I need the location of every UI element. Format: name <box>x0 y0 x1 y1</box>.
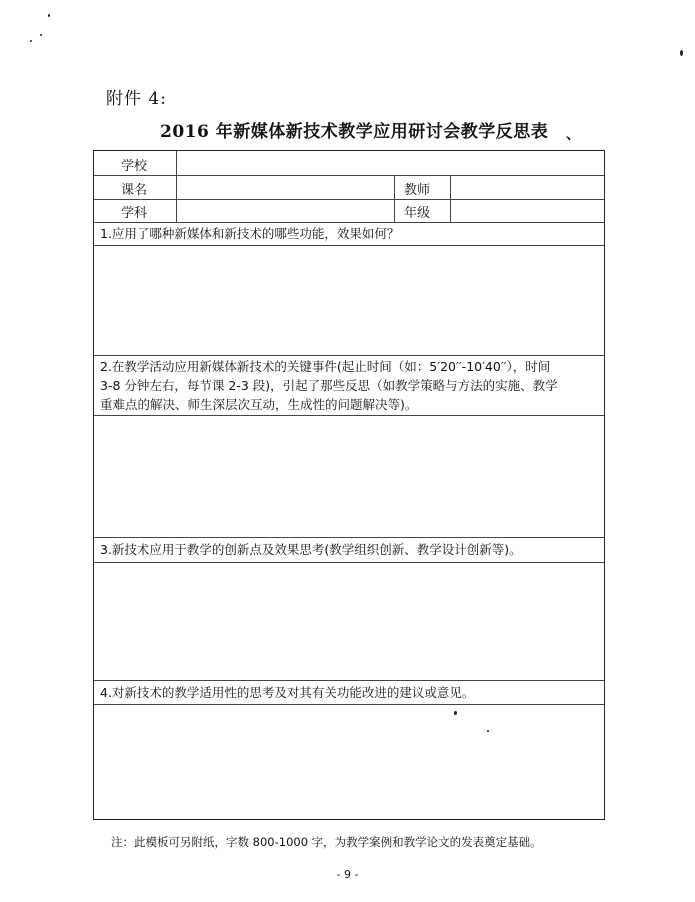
answer-1-area[interactable] <box>96 247 602 353</box>
question-4: 4.对新技术的教学适用性的思考及对其有关功能改进的建议或意见。 <box>100 685 475 700</box>
row-divider <box>94 222 604 223</box>
question-1: 1.应用了哪种新媒体和新技术的哪些功能，效果如何？ <box>100 226 400 241</box>
scan-speck <box>48 14 50 17</box>
footer-note: 注：此模板可另附纸，字数 800-1000 字，为教学案例和教学论文的发表奠定基础。 <box>111 835 542 849</box>
scan-speck <box>40 34 42 36</box>
scan-speck <box>454 711 457 715</box>
scan-speck <box>680 50 683 56</box>
answer-3-area[interactable] <box>96 564 602 678</box>
school-field[interactable] <box>178 152 602 174</box>
form-title: 2016 年新媒体新技术教学应用研讨会教学反思表 <box>160 122 549 142</box>
question-2-line-1: 2.在教学活动应用新媒体新技术的关键事件(起止时间（如：5′20′′-10′40′′），时间 <box>100 359 551 374</box>
row-divider <box>94 415 604 416</box>
row-divider <box>94 537 604 538</box>
row-divider <box>94 704 604 705</box>
attachment-label: 附件 4: <box>106 89 167 109</box>
question-3: 3.新技术应用于教学的创新点及效果思考(教学组织创新、教学设计创新等)。 <box>100 542 522 557</box>
course-field[interactable] <box>178 176 392 198</box>
teacher-field[interactable] <box>452 176 602 198</box>
column-divider <box>450 175 451 222</box>
reflection-form <box>93 150 605 820</box>
row-divider <box>94 680 604 681</box>
answer-4-area[interactable] <box>96 706 602 816</box>
school-label: 学校 <box>121 159 148 174</box>
row-divider <box>94 355 604 356</box>
course-label: 课名 <box>121 183 148 198</box>
row-divider <box>94 562 604 563</box>
column-divider <box>394 175 395 222</box>
row-divider <box>94 245 604 246</box>
subject-field[interactable] <box>178 200 392 221</box>
question-2-line-2: 3-8 分钟左右，每节课 2-3 段)，引起了那些反思（如教学策略与方法的实施、教学 <box>100 378 558 393</box>
grade-field[interactable] <box>452 200 602 221</box>
question-2-line-3: 重难点的解决、师生深层次互动，生成性的问题解决等)。 <box>100 397 418 412</box>
scan-speck <box>30 40 32 42</box>
grade-label: 年级 <box>404 206 431 221</box>
subject-label: 学科 <box>121 206 148 221</box>
title-mark: 、 <box>566 127 580 143</box>
scan-speck <box>487 730 489 732</box>
teacher-label: 教师 <box>404 183 431 198</box>
page-number: - 9 - <box>336 868 359 881</box>
answer-2-area[interactable] <box>96 417 602 535</box>
column-divider <box>176 151 177 222</box>
